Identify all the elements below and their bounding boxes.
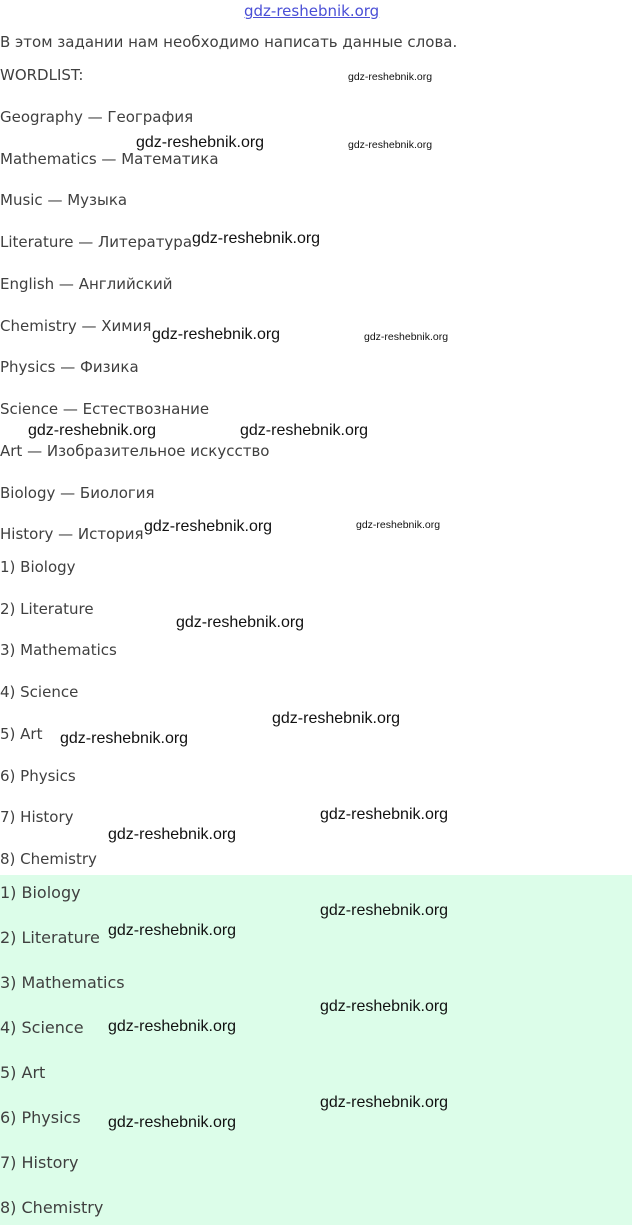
wordlist-item-biology: Biology — Биология <box>0 484 155 502</box>
answer-item: 8) Chemistry <box>0 850 97 868</box>
watermark: gdz-reshebnik.org <box>192 230 321 247</box>
watermark: gdz-reshebnik.org <box>364 331 449 343</box>
answer-box-item: 3) Mathematics <box>0 973 125 992</box>
answer-box-item: 4) Science <box>0 1018 84 1037</box>
site-link[interactable]: gdz-reshebnik.org <box>244 2 380 20</box>
answer-item: 6) Physics <box>0 767 76 785</box>
watermark: gdz-reshebnik.org <box>108 826 237 843</box>
answer-box-item: 6) Physics <box>0 1108 81 1127</box>
watermark: gdz-reshebnik.org <box>152 326 281 343</box>
watermark: gdz-reshebnik.org <box>356 519 441 531</box>
answer-box-item: 8) Chemistry <box>0 1198 104 1217</box>
watermark: gdz-reshebnik.org <box>144 518 273 535</box>
watermark: gdz-reshebnik.org <box>348 71 433 83</box>
wordlist-item-english: English — Английский <box>0 275 173 293</box>
watermark: gdz-reshebnik.org <box>320 1094 449 1111</box>
answer-item: 1) Biology <box>0 558 76 576</box>
wordlist-label: WORDLIST: <box>0 66 84 84</box>
watermark: gdz-reshebnik.org <box>136 134 265 151</box>
answer-item: 4) Science <box>0 683 79 701</box>
wordlist-item-mathematics: Mathematics — Математика <box>0 150 219 168</box>
answer-box-item: 2) Literature <box>0 928 100 947</box>
watermark: gdz-reshebnik.org <box>320 806 449 823</box>
wordlist-item-geography: Geography — География <box>0 108 194 126</box>
watermark: gdz-reshebnik.org <box>28 422 157 439</box>
answer-item: 3) Mathematics <box>0 641 117 659</box>
watermark: gdz-reshebnik.org <box>348 139 433 151</box>
answer-box-item: 1) Biology <box>0 883 81 902</box>
watermark: gdz-reshebnik.org <box>108 922 237 939</box>
watermark: gdz-reshebnik.org <box>320 998 449 1015</box>
wordlist-item-literature: Literature — Литература <box>0 233 193 251</box>
watermark: gdz-reshebnik.org <box>272 710 401 727</box>
watermark: gdz-reshebnik.org <box>108 1114 237 1131</box>
watermark: gdz-reshebnik.org <box>176 614 305 631</box>
wordlist-item-science: Science — Естествознание <box>0 400 210 418</box>
wordlist-item-history: History — История <box>0 525 144 543</box>
watermark: gdz-reshebnik.org <box>240 422 369 439</box>
wordlist-item-music: Music — Музыка <box>0 191 128 209</box>
answer-item: 7) History <box>0 808 74 826</box>
watermark: gdz-reshebnik.org <box>60 730 189 747</box>
wordlist-item-art: Art — Изобразительное искусство <box>0 442 270 460</box>
watermark: gdz-reshebnik.org <box>108 1018 237 1035</box>
answer-box-item: 5) Art <box>0 1063 46 1082</box>
answer-box-item: 7) History <box>0 1153 79 1172</box>
wordlist-item-chemistry: Chemistry — Химия <box>0 317 152 335</box>
wordlist-item-physics: Physics — Физика <box>0 358 139 376</box>
answer-item: 5) Art <box>0 725 43 743</box>
watermark: gdz-reshebnik.org <box>320 902 449 919</box>
intro-text: В этом задании нам необходимо написать данные слова. <box>0 33 458 51</box>
answer-item: 2) Literature <box>0 600 94 618</box>
